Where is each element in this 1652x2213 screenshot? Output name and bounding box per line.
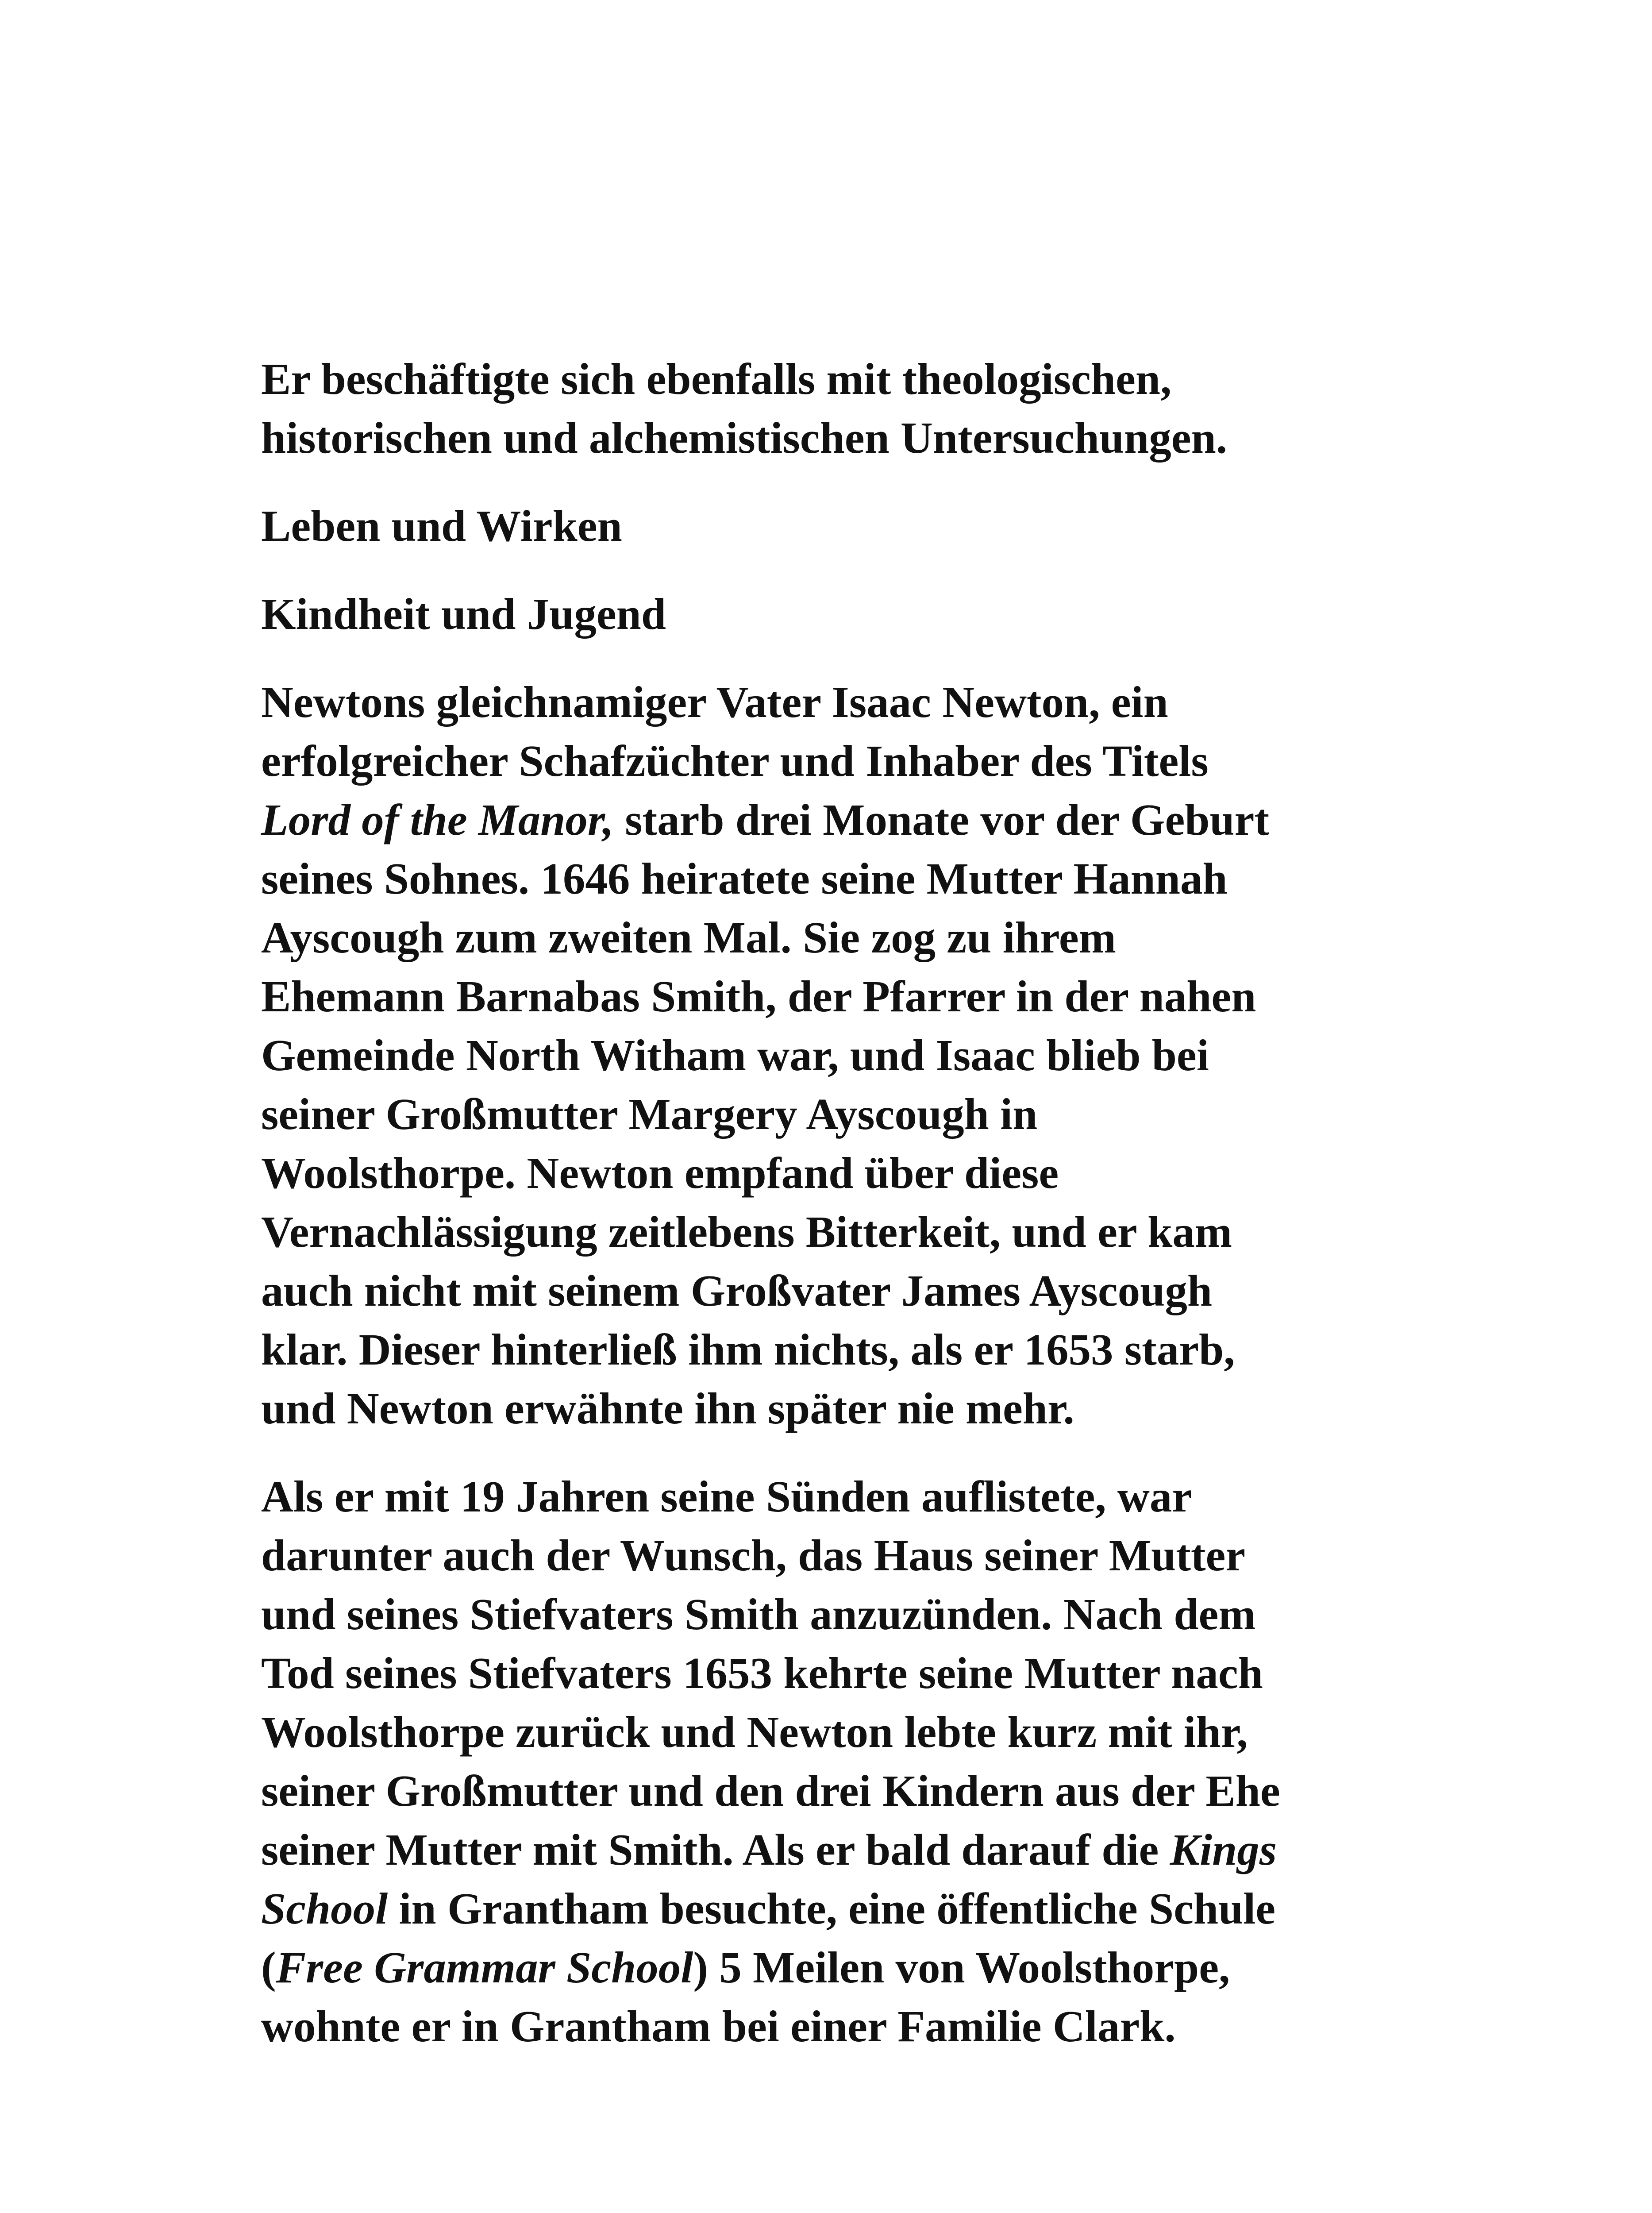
text-line [261,1997,1394,2056]
text-run: seiner Großmutter Margery Ayscough in [261,1089,1038,1139]
text-run: starb drei Monate vor der Geburt [613,795,1270,844]
document-body [261,350,1394,2085]
text-run: Ehemann Barnabas Smith, der Pfarrer in der nahen [261,972,1256,1021]
text-run: Woolsthorpe. Newton empfand über diese [261,1148,1059,1198]
text-line [261,1585,1394,1644]
paragraph [261,673,1394,1438]
text-run: seiner Mutter mit Smith. Als er bald darauf die [261,1825,1170,1874]
text-run: Newtons gleichnamiger Vater Isaac Newton, ein [261,677,1168,727]
text-run: Als er mit 19 Jahren seine Sünden auflistete, war [261,1472,1192,1521]
text-line [261,1762,1394,1820]
text-line [261,1320,1394,1379]
text-run: Tod seines Stiefvaters 1653 kehrte seine Mutter nach [261,1648,1263,1698]
text-run: Er beschäftigte sich ebenfalls mit theologischen, [261,354,1172,404]
text-line [261,1203,1394,1261]
text-line [261,1526,1394,1585]
text-line [261,1026,1394,1085]
text-line [261,1379,1394,1438]
text-run: und Newton erwähnte ihn später nie mehr. [261,1384,1074,1433]
text-run: Leben und Wirken [261,501,622,551]
text-line [261,1703,1394,1762]
text-line [261,497,1394,555]
italic-text: School [261,1884,388,1933]
text-line [261,1085,1394,1144]
text-line [261,790,1394,849]
text-run: historischen und alchemistischen Untersuchungen. [261,413,1227,463]
italic-text: Kings [1170,1825,1277,1874]
text-run: erfolgreicher Schafzüchter und Inhaber des Titels [261,736,1209,786]
text-line [261,673,1394,732]
text-line [261,732,1394,790]
section-heading [261,585,1394,644]
text-line [261,967,1394,1026]
text-run: ) 5 Meilen von Woolsthorpe, [693,1943,1230,1992]
text-line [261,849,1394,908]
text-run: Gemeinde North Witham war, und Isaac blieb bei [261,1030,1209,1080]
text-run: Woolsthorpe zurück und Newton lebte kurz mit ihr, [261,1707,1248,1757]
text-line [261,1144,1394,1203]
text-run: wohnte er in Grantham bei einer Familie Clark. [261,2001,1176,2051]
text-line [261,908,1394,967]
text-line [261,1644,1394,1703]
paragraph [261,1467,1394,2056]
text-line [261,409,1394,467]
text-run: Ayscough zum zweiten Mal. Sie zog zu ihrem [261,913,1116,962]
text-line [261,1261,1394,1320]
text-line [261,1879,1394,1938]
text-run: Vernachlässigung zeitlebens Bitterkeit, und er kam [261,1207,1232,1257]
text-run: Kindheit und Jugend [261,589,666,639]
italic-text: Lord of the Manor, [261,795,614,844]
text-line [261,1467,1394,1526]
text-line [261,1820,1394,1879]
text-run: seines Sohnes. 1646 heiratete seine Mutter Hannah [261,854,1228,903]
text-run: seiner Großmutter und den drei Kindern aus der Ehe [261,1766,1280,1816]
paragraph [261,350,1394,467]
section-heading [261,497,1394,555]
text-line [261,1938,1394,1997]
italic-text: Free Grammar School [276,1943,693,1992]
text-run: darunter auch der Wunsch, das Haus seiner Mutter [261,1531,1246,1580]
text-line [261,585,1394,644]
text-run: auch nicht mit seinem Großvater James Ayscough [261,1266,1213,1315]
text-run: ( [261,1943,276,1992]
text-run: in Grantham besuchte, eine öffentliche Schule [388,1884,1276,1933]
text-run: klar. Dieser hinterließ ihm nichts, als er 1653 starb, [261,1325,1235,1374]
text-line [261,350,1394,409]
text-run: und seines Stiefvaters Smith anzuzünden. Nach dem [261,1589,1256,1639]
